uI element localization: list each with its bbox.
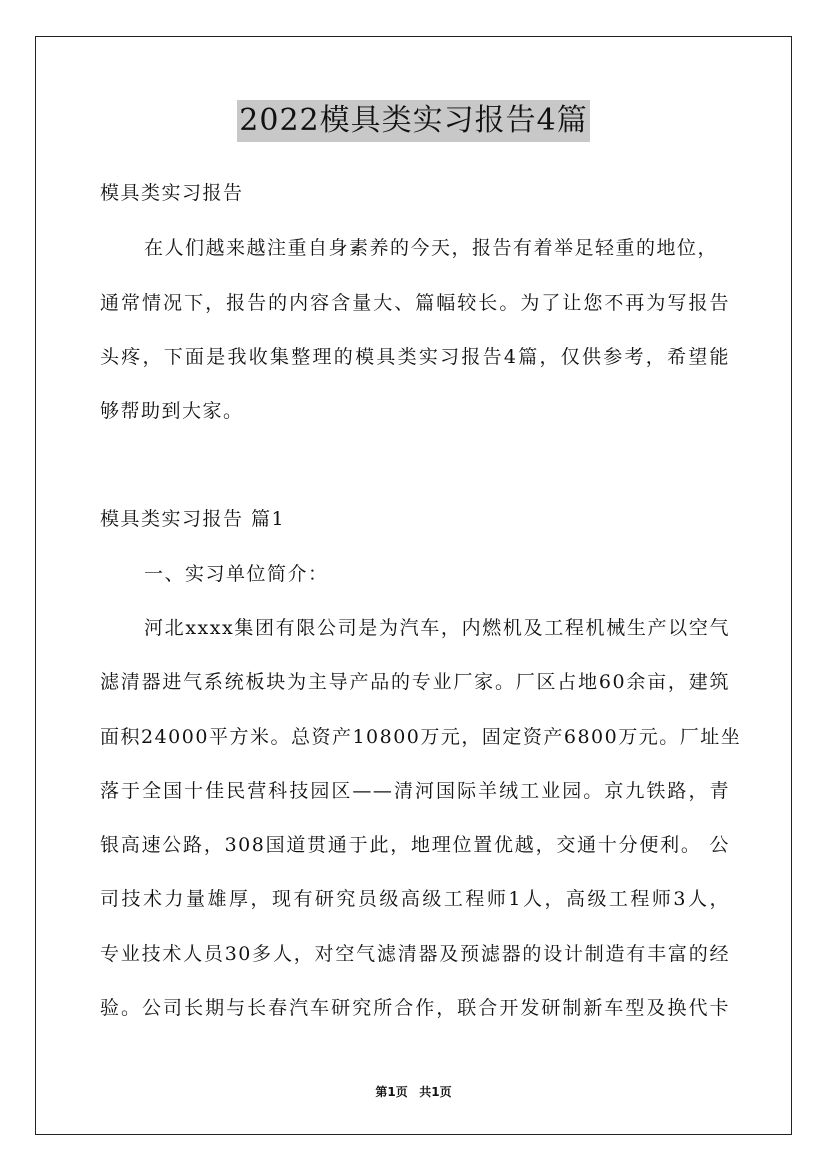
body-line: 河北xxxx集团有限公司是为汽车，内燃机及工程机械生产以空气 bbox=[144, 617, 730, 639]
section-heading: 模具类实习报告 篇1 bbox=[100, 508, 286, 530]
body-line: 滤清器进气系统板块为主导产品的专业厂家。厂区占地60余亩，建筑 bbox=[100, 671, 730, 693]
title-container bbox=[0, 100, 827, 142]
body-line: 面积24000平方米。总资产10800万元，固定资产6800万元。厂址坐 bbox=[100, 726, 742, 748]
document-title: 2022模具类实习报告4篇 bbox=[237, 100, 589, 142]
intro-line: 在人们越来越注重自身素养的今天，报告有着举足轻重的地位， bbox=[144, 237, 719, 259]
intro-heading: 模具类实习报告 bbox=[100, 182, 244, 204]
page-footer bbox=[0, 1085, 827, 1099]
body-line: 银高速公路，308国道贯通于此，地理位置优越，交通十分便利。 公 bbox=[100, 834, 730, 856]
page-total: 共1页 bbox=[419, 1085, 452, 1099]
body-line: 专业技术人员30多人，对空气滤清器及预滤器的设计制造有丰富的经 bbox=[100, 943, 730, 965]
intro-line: 头疼，下面是我收集整理的模具类实习报告4篇，仅供参考，希望能 bbox=[100, 346, 730, 368]
intro-line: 够帮助到大家。 bbox=[100, 400, 244, 422]
subheading: 一、实习单位简介： bbox=[144, 563, 329, 585]
intro-line: 通常情况下，报告的内容含量大、篇幅较长。为了让您不再为写报告 bbox=[100, 292, 730, 314]
page-number: 第1页 bbox=[375, 1085, 408, 1099]
body-line: 落于全国十佳民营科技园区——清河国际羊绒工业园。京九铁路，青 bbox=[100, 780, 730, 802]
body-line: 验。公司长期与长春汽车研究所合作，联合开发研制新车型及换代卡 bbox=[100, 997, 730, 1019]
body-line: 司技术力量雄厚，现有研究员级高级工程师1人，高级工程师3人， bbox=[100, 888, 730, 910]
